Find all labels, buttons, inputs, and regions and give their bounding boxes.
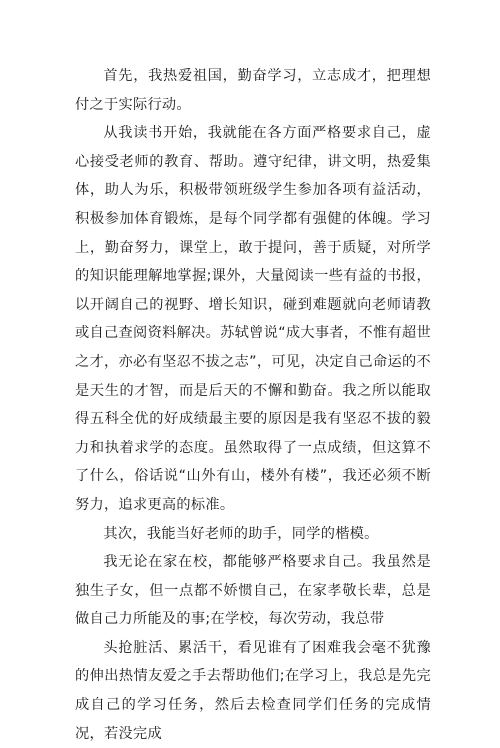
document-body (75, 62, 431, 748)
paragraph-3: 其次，我能当好老师的助手，同学的楷模。 (103, 525, 379, 542)
paragraph-2: 从我读书开始，我就能在各方面严格要求自己，虚心接受老师的教育、帮助。遵守纪律，讲文明，热爱集体，助人为乐，积极带领班级学生参加各项有益活动，积极参加体育锻炼，是每个同学都有强健的体魄。学习上，勤奋努力，课堂上，敢于提问，善于质疑，对所学的知识能理解地掌握;课外，大量阅读一些有益的书报，以开阔自己的视野、增长知识，碰到难题就向老师请教或自己查阅资料解决。苏轼曾说“成大事者，不惟有超世之才，亦必有坚忍不拔之志”，可见，决定自己命运的不是天生的才智，而是后天的不懈和勤奋。我之所以能取得五科全优的好成绩最主要的原因是我有坚忍不拔的毅力和执着求学的态度。虽然取得了一点成绩，但这算不了什么，俗话说“山外有山，楼外有楼”，我还必须不断努力，追求更高的标准。 (75, 125, 431, 513)
paragraph-5: 头抢脏活、累活干，看见谁有了困难我会毫不犹豫的伸出热情友爱之手去帮助他们;在学习上，我总是先完成自己的学习任务，然后去检查同学们任务的完成情况，若没完成 (75, 639, 431, 742)
paragraph-4: 我无论在家在校，都能够严格要求自己。我虽然是独生子女，但一点都不娇惯自己，在家孝敬长辈，总是做自己力所能及的事;在学校，每次劳动，我总带 (75, 554, 431, 628)
paragraph-1: 首先，我热爱祖国，勤奋学习，立志成才，把理想付之于实际行动。 (75, 68, 431, 113)
